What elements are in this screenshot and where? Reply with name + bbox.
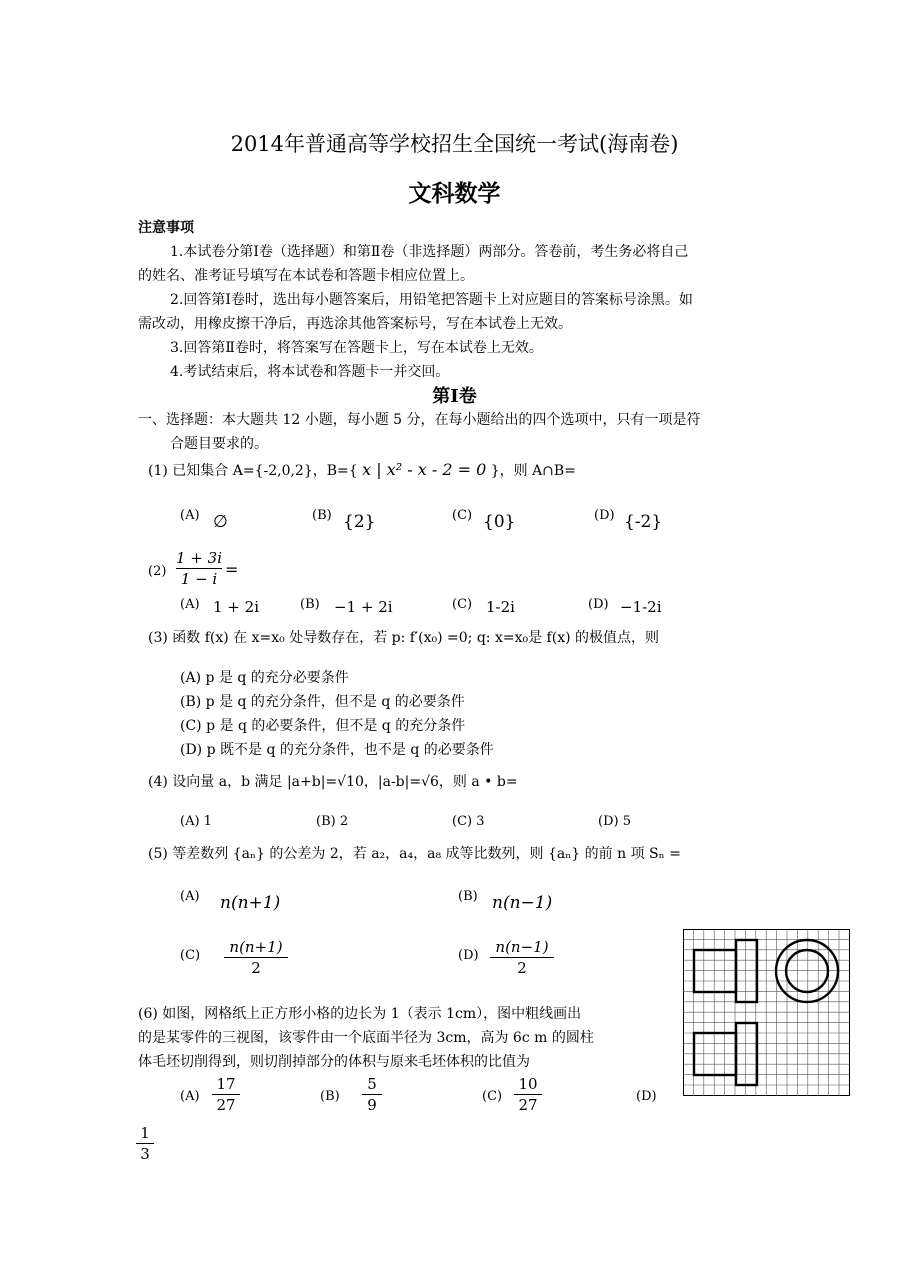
- notice-line-2: 的姓名、准考证号填写在本试卷和答题卡相应位置上。: [138, 268, 474, 284]
- q3-option-c: (C) p 是 q 的必要条件，但不是 q 的充分条件: [180, 718, 466, 734]
- q4-option-a: (A) 1: [180, 814, 212, 829]
- q4-option-c: (C) 3: [452, 814, 485, 829]
- q6-option-a-label: (A): [180, 1089, 200, 1104]
- q6-a-denominator: 27: [216, 1096, 236, 1114]
- q1-option-b-value: {2}: [343, 512, 376, 532]
- q5-c-numerator: n(n+1): [229, 938, 283, 956]
- q1-stem: [148, 460, 576, 480]
- q3-option-d: (D) p 既不是 q 的充分条件，也不是 q 的必要条件: [180, 742, 494, 758]
- q2-option-a-label: (A): [180, 597, 200, 612]
- q5-option-b-value: n(n−1): [492, 893, 553, 913]
- q1-option-d-label: (D): [594, 508, 615, 523]
- q6-a-numerator: 17: [216, 1075, 236, 1093]
- notice-line-1: 1.本试卷分第Ⅰ卷（选择题）和第Ⅱ卷（非选择题）两部分。答卷前，考生务必将自己: [170, 244, 689, 260]
- notice-line-6: 4.考试结束后，将本试卷和答题卡一并交回。: [170, 364, 450, 380]
- q5-d-numerator: n(n−1): [495, 938, 549, 956]
- q5-option-a-label: (A): [180, 889, 200, 904]
- q6-c-numerator: 10: [518, 1075, 538, 1093]
- q1-option-c-value: {0}: [483, 512, 516, 532]
- part-intro-line-1: 一、选择题：本大题共 12 小题，每小题 5 分，在每小题给出的四个选项中，只有一项是符: [138, 412, 701, 428]
- q3-option-b: (B) p 是 q 的充分条件，但不是 q 的必要条件: [180, 694, 465, 710]
- q2-option-d-label: (D): [588, 597, 609, 612]
- part-intro-line-2: 合题目要求的。: [170, 436, 268, 452]
- q2-option-d-value: −1-2i: [620, 598, 662, 616]
- q6-line-3: 体毛坯切削得到，则切削掉部分的体积与原来毛坯体积的比值为: [138, 1054, 530, 1070]
- grid-border: [684, 930, 850, 1096]
- q6-d-bar: [136, 1143, 154, 1144]
- q6-option-b-label: (B): [320, 1089, 340, 1104]
- q1-option-c-label: (C): [452, 508, 473, 523]
- q2-option-c-label: (C): [452, 597, 473, 612]
- q6-d-denominator: 3: [140, 1145, 150, 1163]
- q5-d-bar: [490, 957, 554, 958]
- q6-b-bar: [362, 1094, 382, 1095]
- q6-option-d-label: (D): [636, 1089, 657, 1104]
- notice-line-3: 2.回答第Ⅰ卷时，选出每小题答案后，用铅笔把答题卡上对应题目的答案标号涂黑。如: [170, 292, 693, 308]
- notice-line-5: 3.回答第Ⅱ卷时，将答案写在答题卡上，写在本试卷上无效。: [170, 340, 543, 356]
- q6-c-bar: [514, 1094, 542, 1095]
- q6-line-2: 的是某零件的三视图，该零件由一个底面半径为 3cm，高为 6c m 的圆柱: [138, 1030, 594, 1046]
- notice-heading: 注意事项: [138, 220, 194, 236]
- q6-option-b-fraction: [362, 1075, 382, 1114]
- q2-label: (2): [148, 564, 167, 579]
- q6-option-c-fraction: [514, 1075, 542, 1114]
- exam-subtitle: 文科数学: [408, 181, 501, 207]
- q5-option-b-label: (B): [458, 889, 478, 904]
- q4-option-d: (D) 5: [598, 814, 631, 829]
- q1-tail: }，则 A∩B=: [490, 463, 576, 479]
- q2-option-a-value: 1 + 2i: [213, 598, 259, 616]
- q5-option-a-value: n(n+1): [220, 893, 281, 913]
- exam-title: 2014年普通高等学校招生全国统一考试(海南卷): [230, 132, 679, 156]
- q6-b-numerator: 5: [367, 1075, 377, 1093]
- q1-set: x | x² - x - 2 = 0: [362, 460, 487, 479]
- q2-option-b-label: (B): [300, 597, 320, 612]
- q3-stem: (3) 函数 f(x) 在 x=x₀ 处导数存在，若 p: f′(x₀) =0; q: x=x₀是 f(x) 的极值点，则: [148, 630, 660, 646]
- q2-option-c-value: 1-2i: [486, 598, 515, 616]
- q6-option-c-label: (C): [482, 1089, 503, 1104]
- three-view-figure: [683, 929, 851, 1097]
- q5-stem: (5) 等差数列 {aₙ} 的公差为 2，若 a₂，a₄，a₈ 成等比数列，则 {aₙ} 的前 n 项 Sₙ =: [148, 846, 681, 862]
- q6-option-d-fraction: [136, 1124, 154, 1163]
- section-heading: 第Ⅰ卷: [432, 386, 477, 407]
- q6-line-1: (6) 如图，网格纸上正方形小格的边长为 1（表示 1cm），图中粗线画出: [138, 1006, 582, 1022]
- q5-option-c-label: (C): [180, 948, 201, 963]
- q2-denominator: 1 − i: [180, 570, 218, 588]
- q2-fraction-bar: [176, 568, 222, 569]
- q6-c-denominator: 27: [518, 1096, 538, 1114]
- q6-b-denominator: 9: [367, 1096, 377, 1114]
- q2-option-b-value: −1 + 2i: [334, 598, 393, 616]
- q4-option-b: (B) 2: [316, 814, 349, 829]
- q4-stem: (4) 设向量 a，b 满足 |a+b|=√10，|a-b|=√6，则 a • b=: [148, 774, 518, 790]
- q3-option-a: (A) p 是 q 的充分必要条件: [180, 670, 349, 686]
- q5-option-d-label: (D): [458, 948, 479, 963]
- q5-c-denominator: 2: [251, 959, 261, 977]
- q2-numerator: 1 + 3i: [176, 549, 222, 567]
- q5-option-d-fraction: [490, 938, 554, 977]
- q6-d-numerator: 1: [140, 1124, 150, 1142]
- q1-stem-text: (1) 已知集合 A={-2,0,2}，B={: [148, 463, 358, 479]
- q1-option-d-value: {-2}: [624, 512, 663, 532]
- q1-option-b-label: (B): [312, 508, 332, 523]
- q2-equals: =: [225, 560, 239, 579]
- q5-c-bar: [224, 957, 288, 958]
- q6-a-bar: [212, 1094, 240, 1095]
- q1-option-a-value: ∅: [213, 512, 228, 532]
- q5-d-denominator: 2: [517, 959, 527, 977]
- q2-fraction: [176, 549, 222, 588]
- q1-option-a-label: (A): [180, 508, 200, 523]
- notice-line-4: 需改动，用橡皮擦干净后，再选涂其他答案标号，写在本试卷上无效。: [138, 316, 572, 332]
- q6-option-a-fraction: [212, 1075, 240, 1114]
- q5-option-c-fraction: [224, 938, 288, 977]
